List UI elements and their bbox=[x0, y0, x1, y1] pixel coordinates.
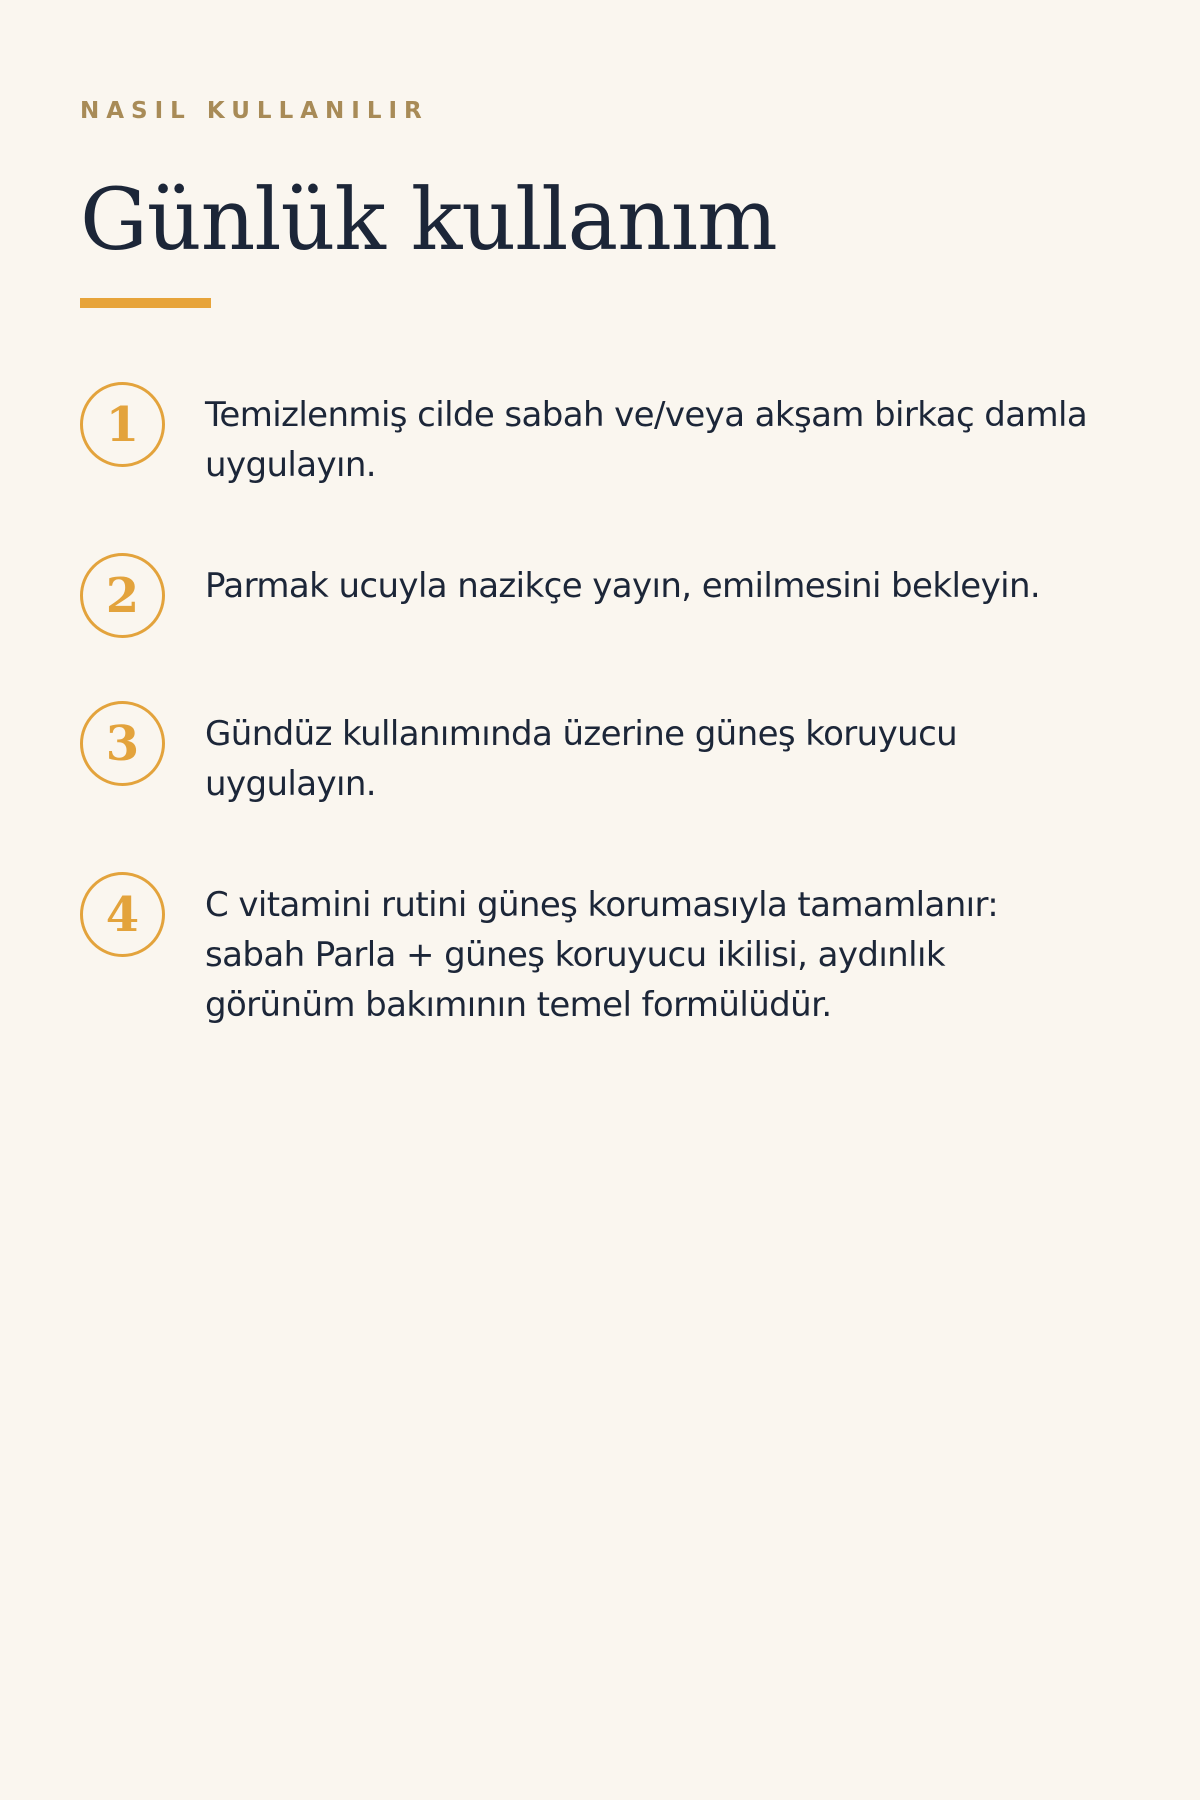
step-number-badge: 1 bbox=[80, 382, 165, 467]
title-underline bbox=[80, 298, 211, 308]
step-item bbox=[80, 561, 1120, 638]
page-title: Günlük kullanım bbox=[80, 171, 777, 270]
step-text: Parmak ucuyla nazikçe yayın, emilmesini bekleyin. bbox=[205, 566, 1041, 606]
step-text: Temizlenmiş cilde sabah ve/veya akşam birkaç damla uygulayın. bbox=[205, 395, 1088, 485]
step-number-badge: 2 bbox=[80, 553, 165, 638]
step-number-badge: 4 bbox=[80, 872, 165, 957]
section-eyebrow: NASIL KULLANILIR bbox=[80, 98, 429, 124]
step-item bbox=[80, 709, 1120, 809]
step-item bbox=[80, 880, 1120, 1030]
step-number-badge: 3 bbox=[80, 701, 165, 786]
step-text: C vitamini rutini güneş korumasıyla tamamlanır: sabah Parla + güneş koruyucu ikilisi, aydınlık görünüm bakımının temel formülüdür. bbox=[205, 885, 999, 1025]
step-text: Gündüz kullanımında üzerine güneş koruyucu uygulayın. bbox=[205, 714, 958, 804]
steps-list bbox=[80, 390, 1120, 1030]
step-item bbox=[80, 390, 1120, 490]
